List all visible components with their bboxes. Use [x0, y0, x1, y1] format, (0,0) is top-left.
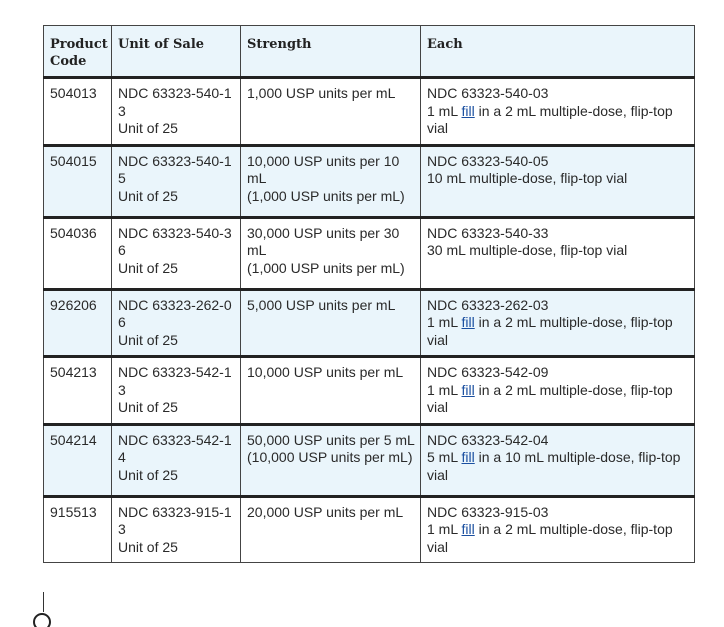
each-pre-text: 1 mL [427, 314, 462, 330]
each-description [427, 103, 689, 138]
strength-sub: (1,000 USP units per mL) [247, 259, 405, 276]
each-ndc: NDC 63323-540-33 [427, 224, 549, 241]
product-table [43, 25, 695, 563]
each-post-text: in a 2 mL multiple-dose, flip-top vial [427, 381, 673, 415]
unit-ndc: NDC 63323-542-13 [118, 364, 232, 398]
table-header-row [44, 26, 695, 78]
product-code-cell: 915513 [44, 496, 112, 563]
each-cell [421, 424, 695, 496]
each-cell [421, 357, 695, 425]
table-row [44, 424, 695, 496]
product-code-cell: 504013 [44, 78, 112, 146]
each-cell [421, 496, 695, 563]
unit-of-sale-cell [112, 424, 241, 496]
each-cell [421, 217, 695, 289]
strength-cell [241, 145, 421, 217]
table-row [44, 145, 695, 217]
unit-of-sale-cell [112, 289, 241, 357]
ring-icon [33, 613, 51, 627]
each-pre-text: 1 mL [427, 102, 462, 119]
fill-link[interactable]: fill [461, 314, 475, 330]
each-description [427, 382, 689, 417]
unit-ndc: NDC 63323-915-13 [118, 503, 232, 537]
each-post-text: in a 2 mL multiple-dose, flip-top vial [427, 521, 673, 555]
strength-cell [241, 424, 421, 496]
unit-ndc: NDC 63323-540-13 [118, 85, 232, 119]
product-code-cell: 504213 [44, 357, 112, 425]
each-cell [421, 145, 695, 217]
strength-main: 30,000 USP units per 30 mL [247, 224, 400, 258]
unit-qty: Unit of 25 [118, 538, 178, 555]
product-code-cell: 504015 [44, 145, 112, 217]
each-description [427, 314, 689, 349]
table-row [44, 217, 695, 289]
each-cell [421, 289, 695, 357]
margin-rule [43, 592, 44, 612]
unit-ndc: NDC 63323-540-15 [118, 152, 232, 186]
each-post-text: in a 2 mL multiple-dose, flip-top vial [427, 314, 673, 348]
each-ndc: NDC 63323-262-03 [427, 296, 549, 313]
table-row [44, 78, 695, 146]
product-code-cell: 504036 [44, 217, 112, 289]
header-unit-of-sale: Unit of Sale [112, 26, 241, 78]
table-row [44, 289, 695, 357]
each-description: 30 mL multiple-dose, flip-top vial [427, 242, 628, 258]
each-post-text: in a 2 mL multiple-dose, flip-top vial [427, 102, 673, 136]
product-code-cell: 504214 [44, 424, 112, 496]
unit-qty: Unit of 25 [118, 399, 178, 415]
unit-qty: Unit of 25 [118, 331, 178, 348]
header-product-code: Product Code [44, 26, 112, 78]
fill-link[interactable]: fill [461, 102, 475, 119]
strength-cell [241, 289, 421, 357]
table-row [44, 496, 695, 563]
strength-cell [241, 496, 421, 563]
unit-qty: Unit of 25 [118, 259, 178, 276]
unit-of-sale-cell [112, 217, 241, 289]
header-each: Each [421, 26, 695, 78]
each-ndc: NDC 63323-542-04 [427, 431, 549, 448]
each-pre-text: 1 mL [427, 521, 462, 537]
strength-main: 50,000 USP units per 5 mL [247, 431, 415, 448]
fill-link[interactable]: fill [461, 449, 475, 465]
each-description [427, 521, 689, 556]
fill-link[interactable]: fill [461, 521, 475, 537]
header-strength: Strength [241, 26, 421, 78]
unit-qty: Unit of 25 [118, 187, 178, 204]
each-ndc: NDC 63323-540-03 [427, 85, 549, 101]
product-code-cell: 926206 [44, 289, 112, 357]
strength-sub: (1,000 USP units per mL) [247, 187, 405, 204]
each-description: 10 mL multiple-dose, flip-top vial [427, 170, 628, 186]
unit-qty: Unit of 25 [118, 466, 178, 483]
each-ndc: NDC 63323-542-09 [427, 364, 549, 380]
strength-cell [241, 78, 421, 146]
fill-link[interactable]: fill [461, 381, 475, 398]
each-ndc: NDC 63323-540-05 [427, 152, 549, 169]
each-pre-text: 5 mL [427, 449, 462, 465]
each-ndc: NDC 63323-915-03 [427, 503, 549, 520]
each-cell [421, 78, 695, 146]
each-description [427, 449, 689, 484]
strength-main: 20,000 USP units per mL [247, 503, 404, 520]
strength-cell [241, 217, 421, 289]
table-row [44, 357, 695, 425]
unit-ndc: NDC 63323-540-36 [118, 224, 232, 258]
strength-cell [241, 357, 421, 425]
strength-main: 10,000 USP units per 10 mL [247, 152, 400, 186]
strength-sub: (10,000 USP units per mL) [247, 449, 413, 465]
strength-main: 5,000 USP units per mL [247, 296, 396, 313]
unit-ndc: NDC 63323-262-06 [118, 296, 232, 330]
strength-main: 1,000 USP units per mL [247, 85, 396, 101]
unit-of-sale-cell [112, 145, 241, 217]
each-post-text: in a 10 mL multiple-dose, flip-top vial [427, 449, 681, 483]
unit-qty: Unit of 25 [118, 120, 178, 136]
unit-of-sale-cell [112, 78, 241, 146]
each-pre-text: 1 mL [427, 381, 462, 398]
strength-main: 10,000 USP units per mL [247, 364, 404, 380]
unit-of-sale-cell [112, 496, 241, 563]
unit-ndc: NDC 63323-542-14 [118, 431, 232, 465]
unit-of-sale-cell [112, 357, 241, 425]
